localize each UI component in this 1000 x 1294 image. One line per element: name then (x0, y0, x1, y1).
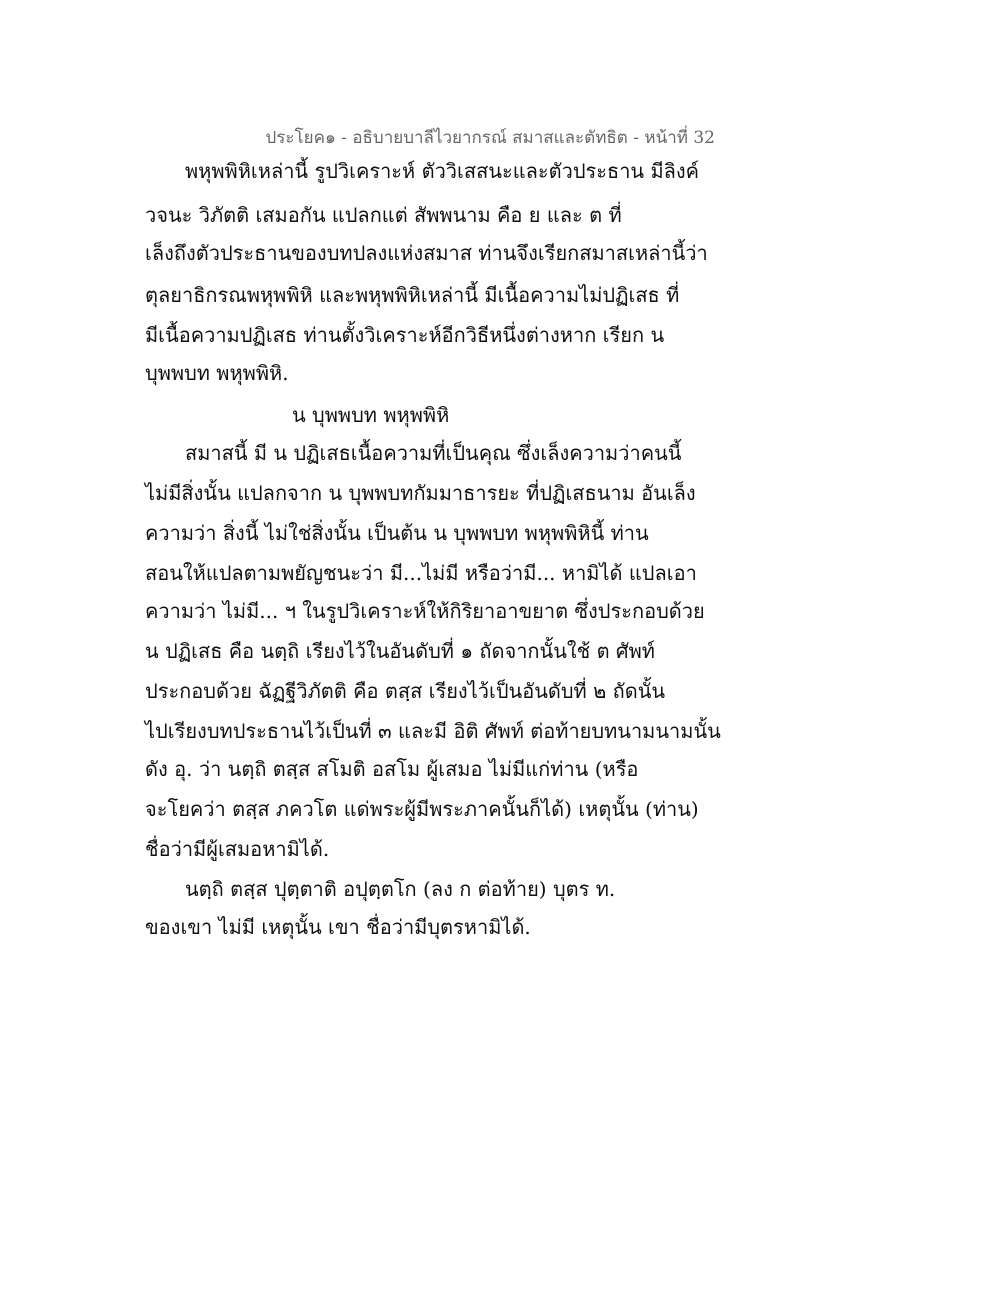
paragraph-line: สมาสนี้ มี น ปฏิเสธเนื้อความที่เป็นคุณ ซึ่งเล็งความว่าคนนี้ (185, 441, 682, 465)
paragraph-line: ชื่อว่ามีผู้เสมอหามิได้. (145, 837, 330, 861)
paragraph-line: น ปฏิเสธ คือ นตฺถิ เรียงไว้ในอันดับที่ ๑ ถัดจากนั้นใช้ ต ศัพท์ (145, 639, 655, 663)
paragraph-line: ไม่มีสิ่งนั้น แปลกจาก น บุพพบทกัมมาธารยะ ที่ปฏิเสธนาม อันเล็ง (145, 481, 696, 505)
paragraph-line: นตฺถิ ตสฺส ปุตฺตาติ อปุตฺตโก (ลง ก ต่อท้าย) บุตร ท. (185, 877, 616, 901)
paragraph-line: ประกอบด้วย ฉัฏฐีวิภัตติ คือ ตสฺส เรียงไว้เป็นอันดับที่ ๒ ถัดนั้น (145, 679, 666, 703)
paragraph-line: จะโยคว่า ตสฺส ภควโต แด่พระผู้มีพระภาคนั้นก็ได้) เหตุนั้น (ท่าน) (145, 797, 699, 821)
paragraph-line: ดัง อุ. ว่า นตฺถิ ตสฺส สโมติ อสโม ผู้เสมอ ไม่มีแก่ท่าน (หรือ (145, 757, 639, 781)
section-heading: น บุพพบท พหุพพิหิ (292, 403, 450, 427)
paragraph-line: ความว่า ไม่มี... ฯ ในรูปวิเคราะห์ให้กิริยาอาขยาต ซึ่งประกอบด้วย (145, 599, 705, 623)
paragraph-line: มีเนื้อความปฏิเสธ ท่านตั้งวิเคราะห์อีกวิธีหนึ่งต่างหาก เรียก น (145, 323, 665, 347)
paragraph-line: สอนให้แปลตามพยัญชนะว่า มี...ไม่มี หรือว่ามี... หามิได้ แปลเอา (145, 561, 697, 585)
paragraph-line: ความว่า สิ่งนี้ ไม่ใช่สิ่งนั้น เป็นต้น น บุพพบท พหุพพิหินี้ ท่าน (145, 521, 649, 545)
running-header: ประโยค๑ - อธิบายบาลีไวยากรณ์ สมาสและตัทธิต - หน้าที่ 32 (265, 128, 715, 148)
paragraph-line: บุพพบท พหุพพิหิ. (145, 361, 289, 385)
paragraph-line: ของเขา ไม่มี เหตุนั้น เขา ชื่อว่ามีบุตรหามิได้. (145, 915, 531, 939)
paragraph-line: วจนะ วิภัตติ เสมอกัน แปลกแต่ สัพพนาม คือ ย และ ต ที่ (145, 203, 622, 227)
paragraph-line: เล็งถึงตัวประธานของบทปลงแห่งสมาส ท่านจึงเรียกสมาสเหล่านี้ว่า (145, 241, 708, 265)
paragraph-line: ไปเรียงบทประธานไว้เป็นที่ ๓ และมี อิติ ศัพท์ ต่อท้ายบทนามนามนั้น (145, 719, 721, 743)
paragraph-line: พหุพพิหิเหล่านี้ รูปวิเคราะห์ ตัววิเสสนะและตัวประธาน มีลิงค์ (185, 159, 700, 183)
paragraph-line: ตุลยาธิกรณพหุพพิหิ และพหุพพิหิเหล่านี้ มีเนื้อความไม่ปฏิเสธ ที่ (145, 283, 680, 307)
